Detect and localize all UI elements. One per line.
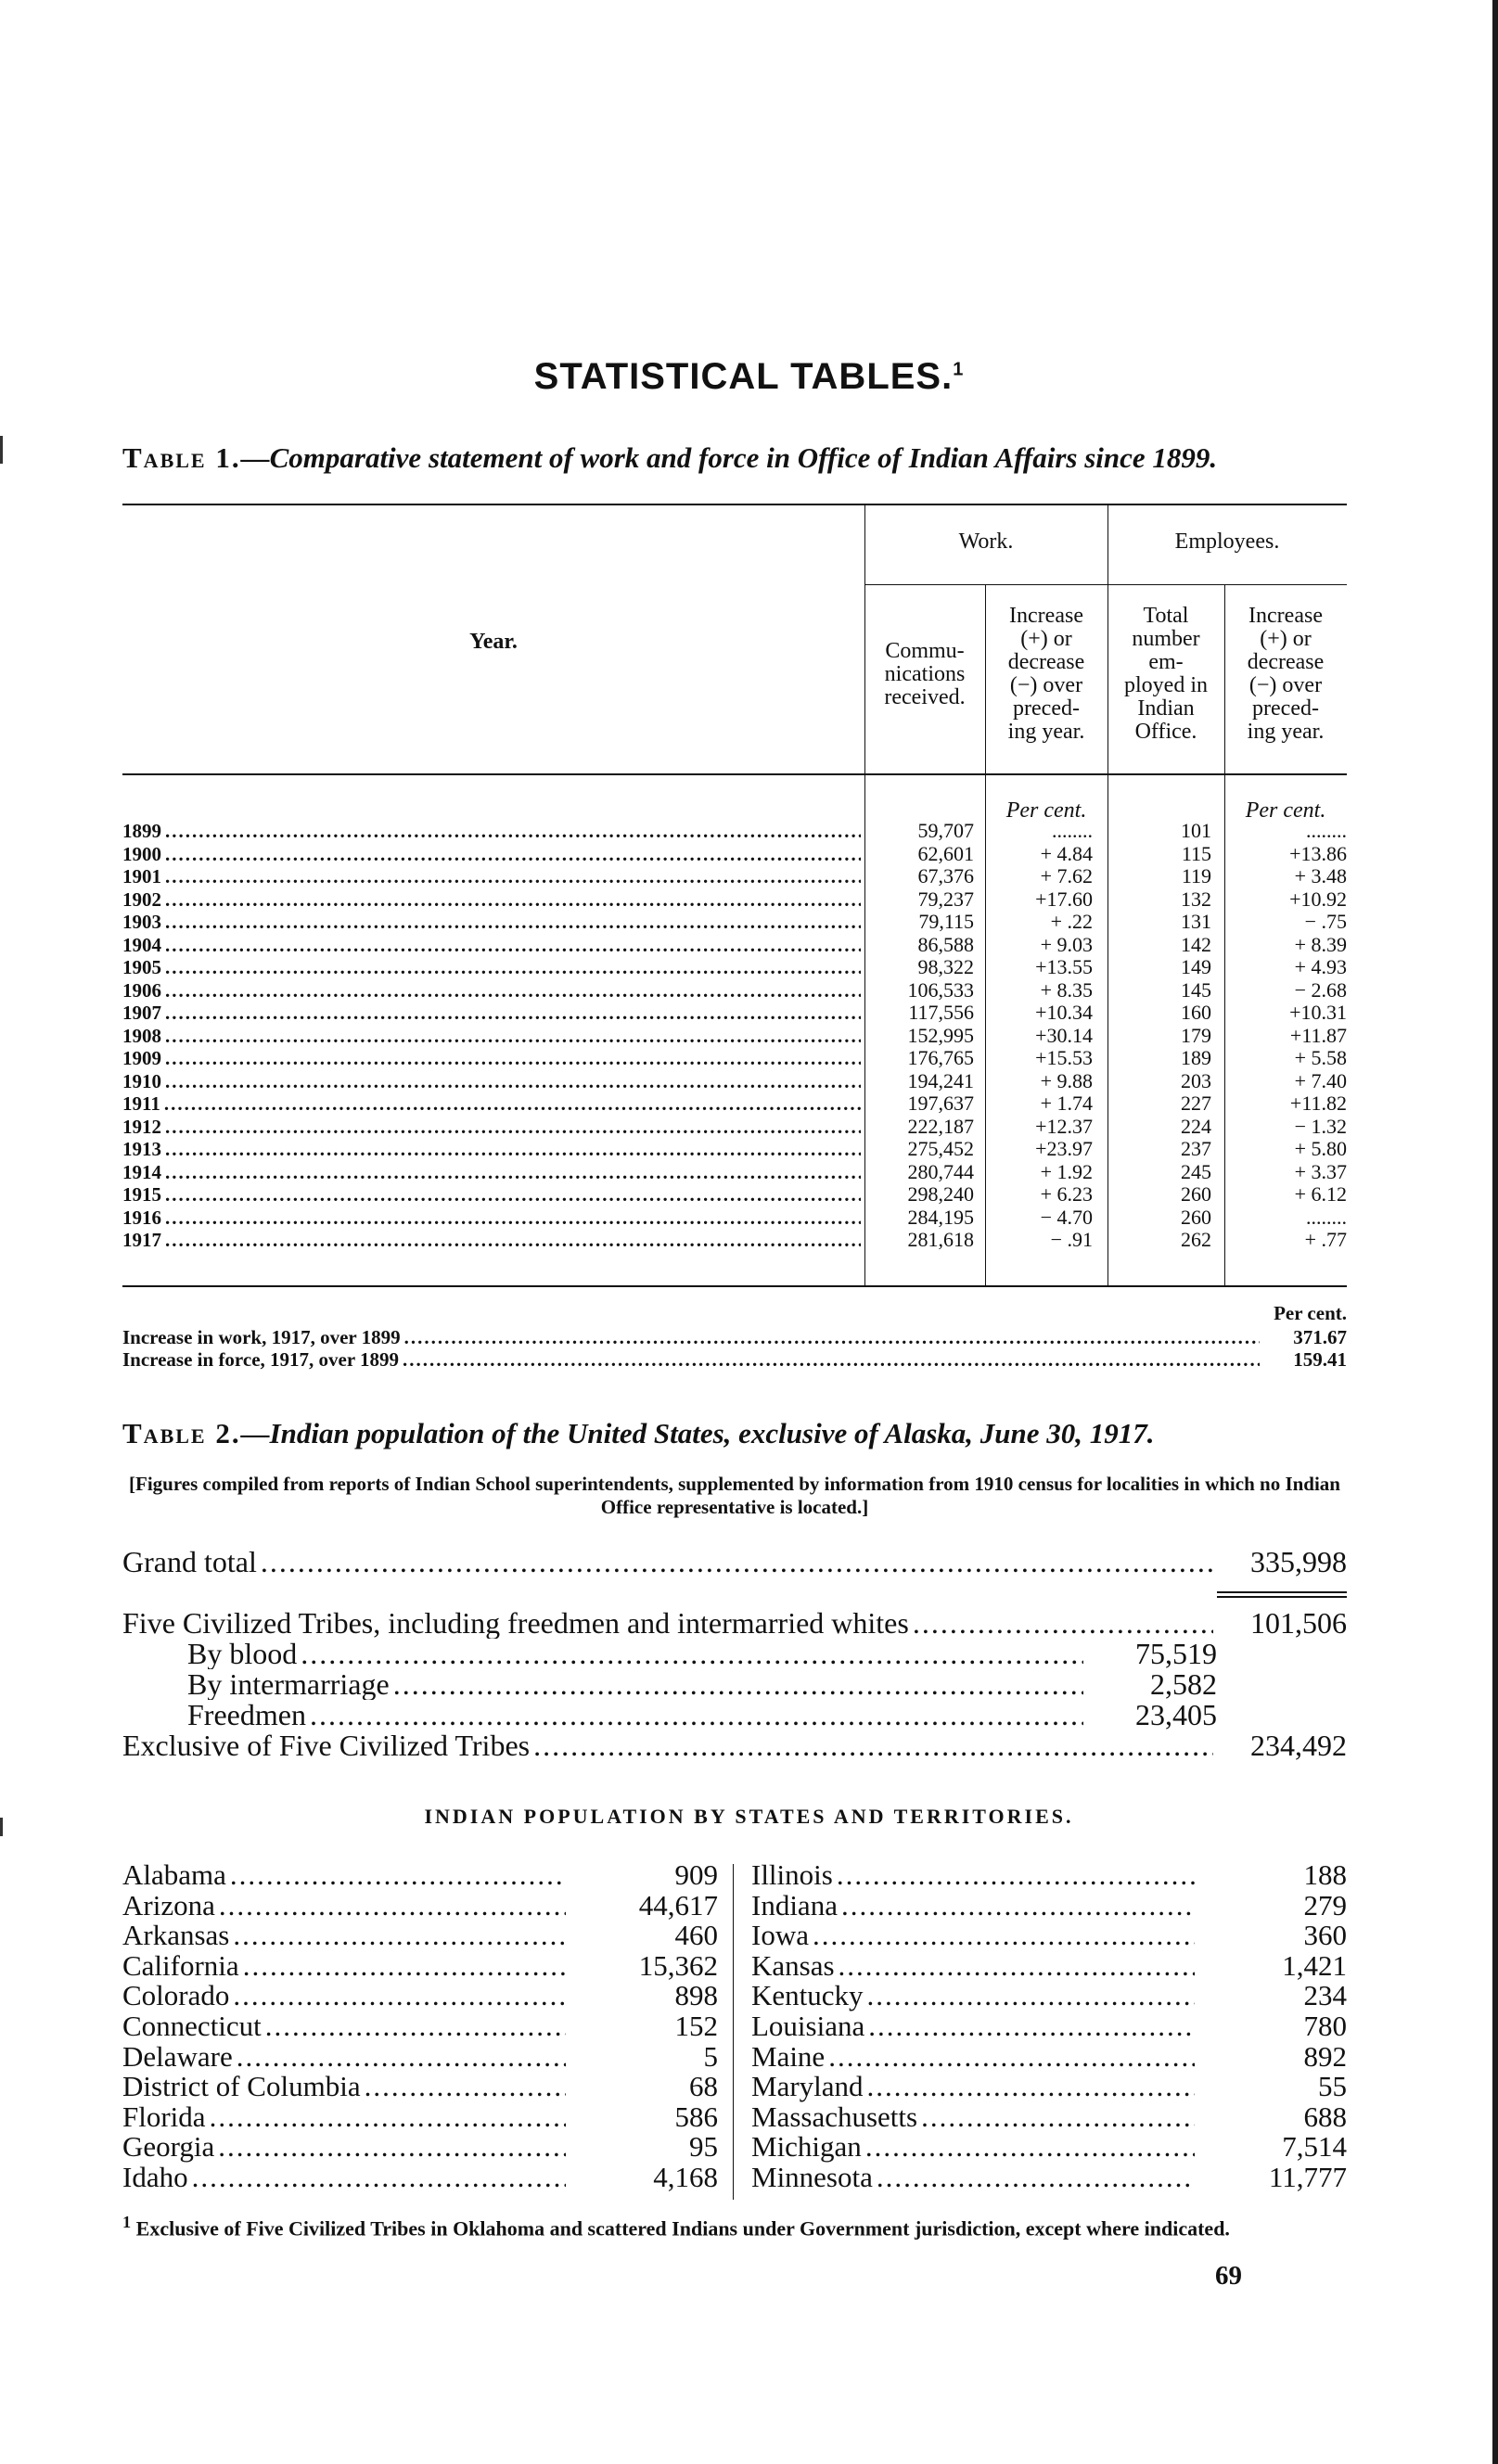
- state-population: 460: [674, 1921, 718, 1951]
- year-label: 1913: [122, 1138, 161, 1160]
- state-row: [751, 2163, 1347, 2193]
- state-name: Iowa: [751, 1921, 809, 1951]
- year-row: [122, 979, 864, 1002]
- states-list-right: [751, 1860, 1347, 2193]
- year-row: [122, 1116, 864, 1139]
- state-row: [122, 1891, 718, 1921]
- state-row: [122, 2072, 718, 2102]
- state-name: Illinois: [751, 1860, 833, 1891]
- state-population: 892: [1303, 2041, 1347, 2073]
- state-population: 360: [1303, 1921, 1347, 1951]
- communications-column: 59,707 62,601 67,376 79,237 79,115 86,588 98,322 106,533 117,556 152,995 176,765 194,241 197,637 222,187 275,452 280,744 298,240 284,195 281,618: [907, 819, 974, 1251]
- table1-caption: Table 1.—Comparative statement of work and force in Office of Indian Affairs since 1899.: [122, 441, 1218, 474]
- state-row: [751, 1860, 1347, 1891]
- state-row: [751, 2132, 1347, 2163]
- state-name: Kansas: [751, 1950, 835, 1982]
- table1-header-rule: [122, 773, 1347, 775]
- table2-source-note: [Figures compiled from reports of Indian School superintendents, supplemented by information from 1910 census for localities in which no Indian Office representative is located.]: [129, 1473, 1340, 1518]
- states-list-left: [122, 1860, 718, 2193]
- state-population: 15,362: [638, 1950, 718, 1982]
- state-row: [751, 2011, 1347, 2042]
- state-population: 188: [1303, 1860, 1347, 1891]
- year-row: [122, 1161, 864, 1184]
- state-name: Alabama: [122, 1860, 226, 1891]
- state-population: 898: [674, 1981, 718, 2011]
- total-employed-column: 101 115 119 132 131 142 149 145 160 179 189 203 227 224 237 245 260 260 262: [1181, 819, 1211, 1251]
- year-row: [122, 1092, 864, 1116]
- year-label: 1903: [122, 911, 161, 933]
- state-row: [122, 2102, 718, 2133]
- section-heading: INDIAN POPULATION BY STATES AND TERRITORIES.: [424, 1805, 1074, 1828]
- state-population: 7,514: [1282, 2132, 1347, 2163]
- year-row: [122, 934, 864, 957]
- state-name: Kentucky: [751, 1981, 864, 2011]
- state-population: 688: [1303, 2101, 1347, 2133]
- state-row: [751, 2072, 1347, 2102]
- total-employed-header: Total number em- ployed in Indian Office.: [1124, 604, 1208, 744]
- total-rule: [1217, 1596, 1347, 1598]
- state-name: Minnesota: [751, 2162, 873, 2193]
- year-label: 1906: [122, 978, 161, 1002]
- work-change-column: ........ + 4.84 + 7.62 +17.60 + .22 + 9.03 +13.55 + 8.35 +10.34 +30.14 +15.53 + 9.88 + 1.74 +12.37 +23.97 + 1.92 + 6.23 − 4.70 − .91: [1035, 819, 1093, 1251]
- state-name: Delaware: [122, 2041, 233, 2073]
- state-name: Idaho: [122, 2162, 188, 2193]
- year-row: [122, 1047, 864, 1070]
- year-label: 1902: [122, 887, 161, 911]
- state-name: Georgia: [122, 2132, 215, 2163]
- state-population: 95: [689, 2132, 718, 2163]
- year-row: [122, 1138, 864, 1161]
- page-number: 69: [1215, 2261, 1242, 2291]
- state-population: 279: [1303, 1890, 1347, 1921]
- year-row: [122, 820, 864, 843]
- state-row: [751, 1951, 1347, 1982]
- state-row: [122, 1951, 718, 1982]
- table1-top-rule: [122, 504, 1347, 505]
- note-row: Increase in force, 1917, over 1899 ..... 159.41: [122, 1348, 1347, 1371]
- state-population: 1,421: [1282, 1950, 1347, 1982]
- year-label: 1910: [122, 1069, 161, 1092]
- state-name: Connecticut: [122, 2011, 262, 2042]
- state-name: District of Columbia: [122, 2072, 361, 2102]
- state-population: 5: [703, 2041, 718, 2073]
- notes-list: [122, 1326, 1347, 1371]
- state-row: [122, 1981, 718, 2011]
- state-population: 909: [674, 1860, 718, 1891]
- employees-change-header: Increase (+) or decrease (−) over preced- ing year.: [1247, 604, 1325, 744]
- state-name: Massachusetts: [751, 2101, 918, 2133]
- state-name: Indiana: [751, 1890, 838, 1921]
- state-name: Louisiana: [751, 2011, 865, 2042]
- state-name: Michigan: [751, 2132, 862, 2163]
- year-row: [122, 888, 864, 912]
- per-cent-unit: Per cent.: [1005, 798, 1087, 823]
- scan-mark: [0, 436, 3, 464]
- year-row: [122, 956, 864, 979]
- state-row: [122, 2011, 718, 2042]
- state-row: [122, 2042, 718, 2073]
- state-population: 11,777: [1268, 2162, 1347, 2193]
- year-row: [122, 1002, 864, 1025]
- year-row: [122, 911, 864, 934]
- state-row: [122, 1860, 718, 1891]
- states-divider: [733, 1864, 734, 2200]
- year-label: 1911: [122, 1092, 160, 1115]
- state-row: [751, 1891, 1347, 1921]
- year-label: 1899: [122, 820, 161, 842]
- state-population: 586: [674, 2101, 718, 2133]
- employees-header: Employees.: [1174, 530, 1280, 554]
- state-row: [122, 2132, 718, 2163]
- year-label: 1901: [122, 865, 161, 887]
- year-row: [122, 1206, 864, 1230]
- year-header: Year.: [469, 630, 518, 654]
- notes-unit-label: Per cent.: [1274, 1302, 1347, 1324]
- state-population: 4,168: [653, 2162, 718, 2193]
- state-row: [751, 1981, 1347, 2011]
- state-population: 234: [1303, 1981, 1347, 2011]
- population-breakdown: Five Civilized Tribes, including freedmen and intermarried whites ..... 101,506 By blood ..... 75,519 By intermarriage ..... 2,582 Freedmen ..... 23,405 Exclusive of Five Civilized Tribes ..... 234,492: [122, 1608, 1347, 1761]
- state-name: Maine: [751, 2041, 826, 2073]
- page-title: STATISTICAL TABLES.$^1$: [533, 356, 965, 397]
- communications-header: Commu- nications received.: [884, 639, 966, 709]
- footnote: $^1$ Exclusive of Five Civilized Tribes in Oklahoma and scattered Indians under Government jurisdiction, except where indicated.: [122, 2213, 1230, 2241]
- table2-caption: Table 2.—Indian population of the United States, exclusive of Alaska, June 30, 1917.: [122, 1417, 1155, 1449]
- year-label: 1904: [122, 933, 161, 956]
- state-row: [751, 1921, 1347, 1951]
- year-label: 1917: [122, 1229, 161, 1251]
- grand-total-row: Grand total ..... 335,998: [122, 1547, 1347, 1577]
- note-row: Increase in work, 1917, over 1899 ..... 371.67: [122, 1326, 1347, 1348]
- year-label: 1912: [122, 1115, 161, 1138]
- state-population: 780: [1303, 2011, 1347, 2042]
- state-row: [122, 1921, 718, 1951]
- year-label: 1909: [122, 1047, 161, 1069]
- state-population: 44,617: [638, 1890, 718, 1921]
- state-name: Arizona: [122, 1890, 215, 1921]
- year-label: 1914: [122, 1160, 161, 1183]
- year-row: [122, 843, 864, 866]
- work-change-header: Increase (+) or decrease (−) over preced- ing year.: [1007, 604, 1085, 744]
- work-header: Work.: [958, 530, 1014, 554]
- state-row: [751, 2042, 1347, 2073]
- state-name: Arkansas: [122, 1921, 230, 1951]
- per-cent-unit: Per cent.: [1245, 798, 1326, 823]
- state-row: [122, 2163, 718, 2193]
- year-row: [122, 1229, 864, 1252]
- state-name: Florida: [122, 2101, 206, 2133]
- state-name: California: [122, 1950, 239, 1982]
- year-row: [122, 1025, 864, 1048]
- total-rule: [1217, 1591, 1347, 1593]
- employees-change-column: ........ +13.86 + 3.48 +10.92 − .75 + 8.39 + 4.93 − 2.68 +10.31 +11.87 + 5.58 + 7.40 +11.82 − 1.32 + 5.80 + 3.37 + 6.12 ........ + .77: [1289, 819, 1347, 1251]
- year-row: [122, 1070, 864, 1093]
- year-label: 1915: [122, 1183, 161, 1206]
- table1-bottom-rule: [122, 1285, 1347, 1287]
- year-label: 1916: [122, 1206, 161, 1229]
- year-label: 1907: [122, 1002, 161, 1024]
- state-row: [751, 2102, 1347, 2133]
- state-name: Colorado: [122, 1981, 230, 2011]
- year-column: [122, 820, 864, 1252]
- year-label: 1905: [122, 956, 161, 978]
- year-label: 1900: [122, 842, 161, 865]
- year-row: [122, 1183, 864, 1206]
- year-row: [122, 865, 864, 888]
- state-population: 55: [1318, 2072, 1347, 2102]
- state-population: 152: [674, 2011, 718, 2042]
- state-name: Maryland: [751, 2072, 864, 2102]
- table1-group-rule: [864, 584, 1347, 585]
- state-population: 68: [689, 2072, 718, 2102]
- year-label: 1908: [122, 1024, 161, 1047]
